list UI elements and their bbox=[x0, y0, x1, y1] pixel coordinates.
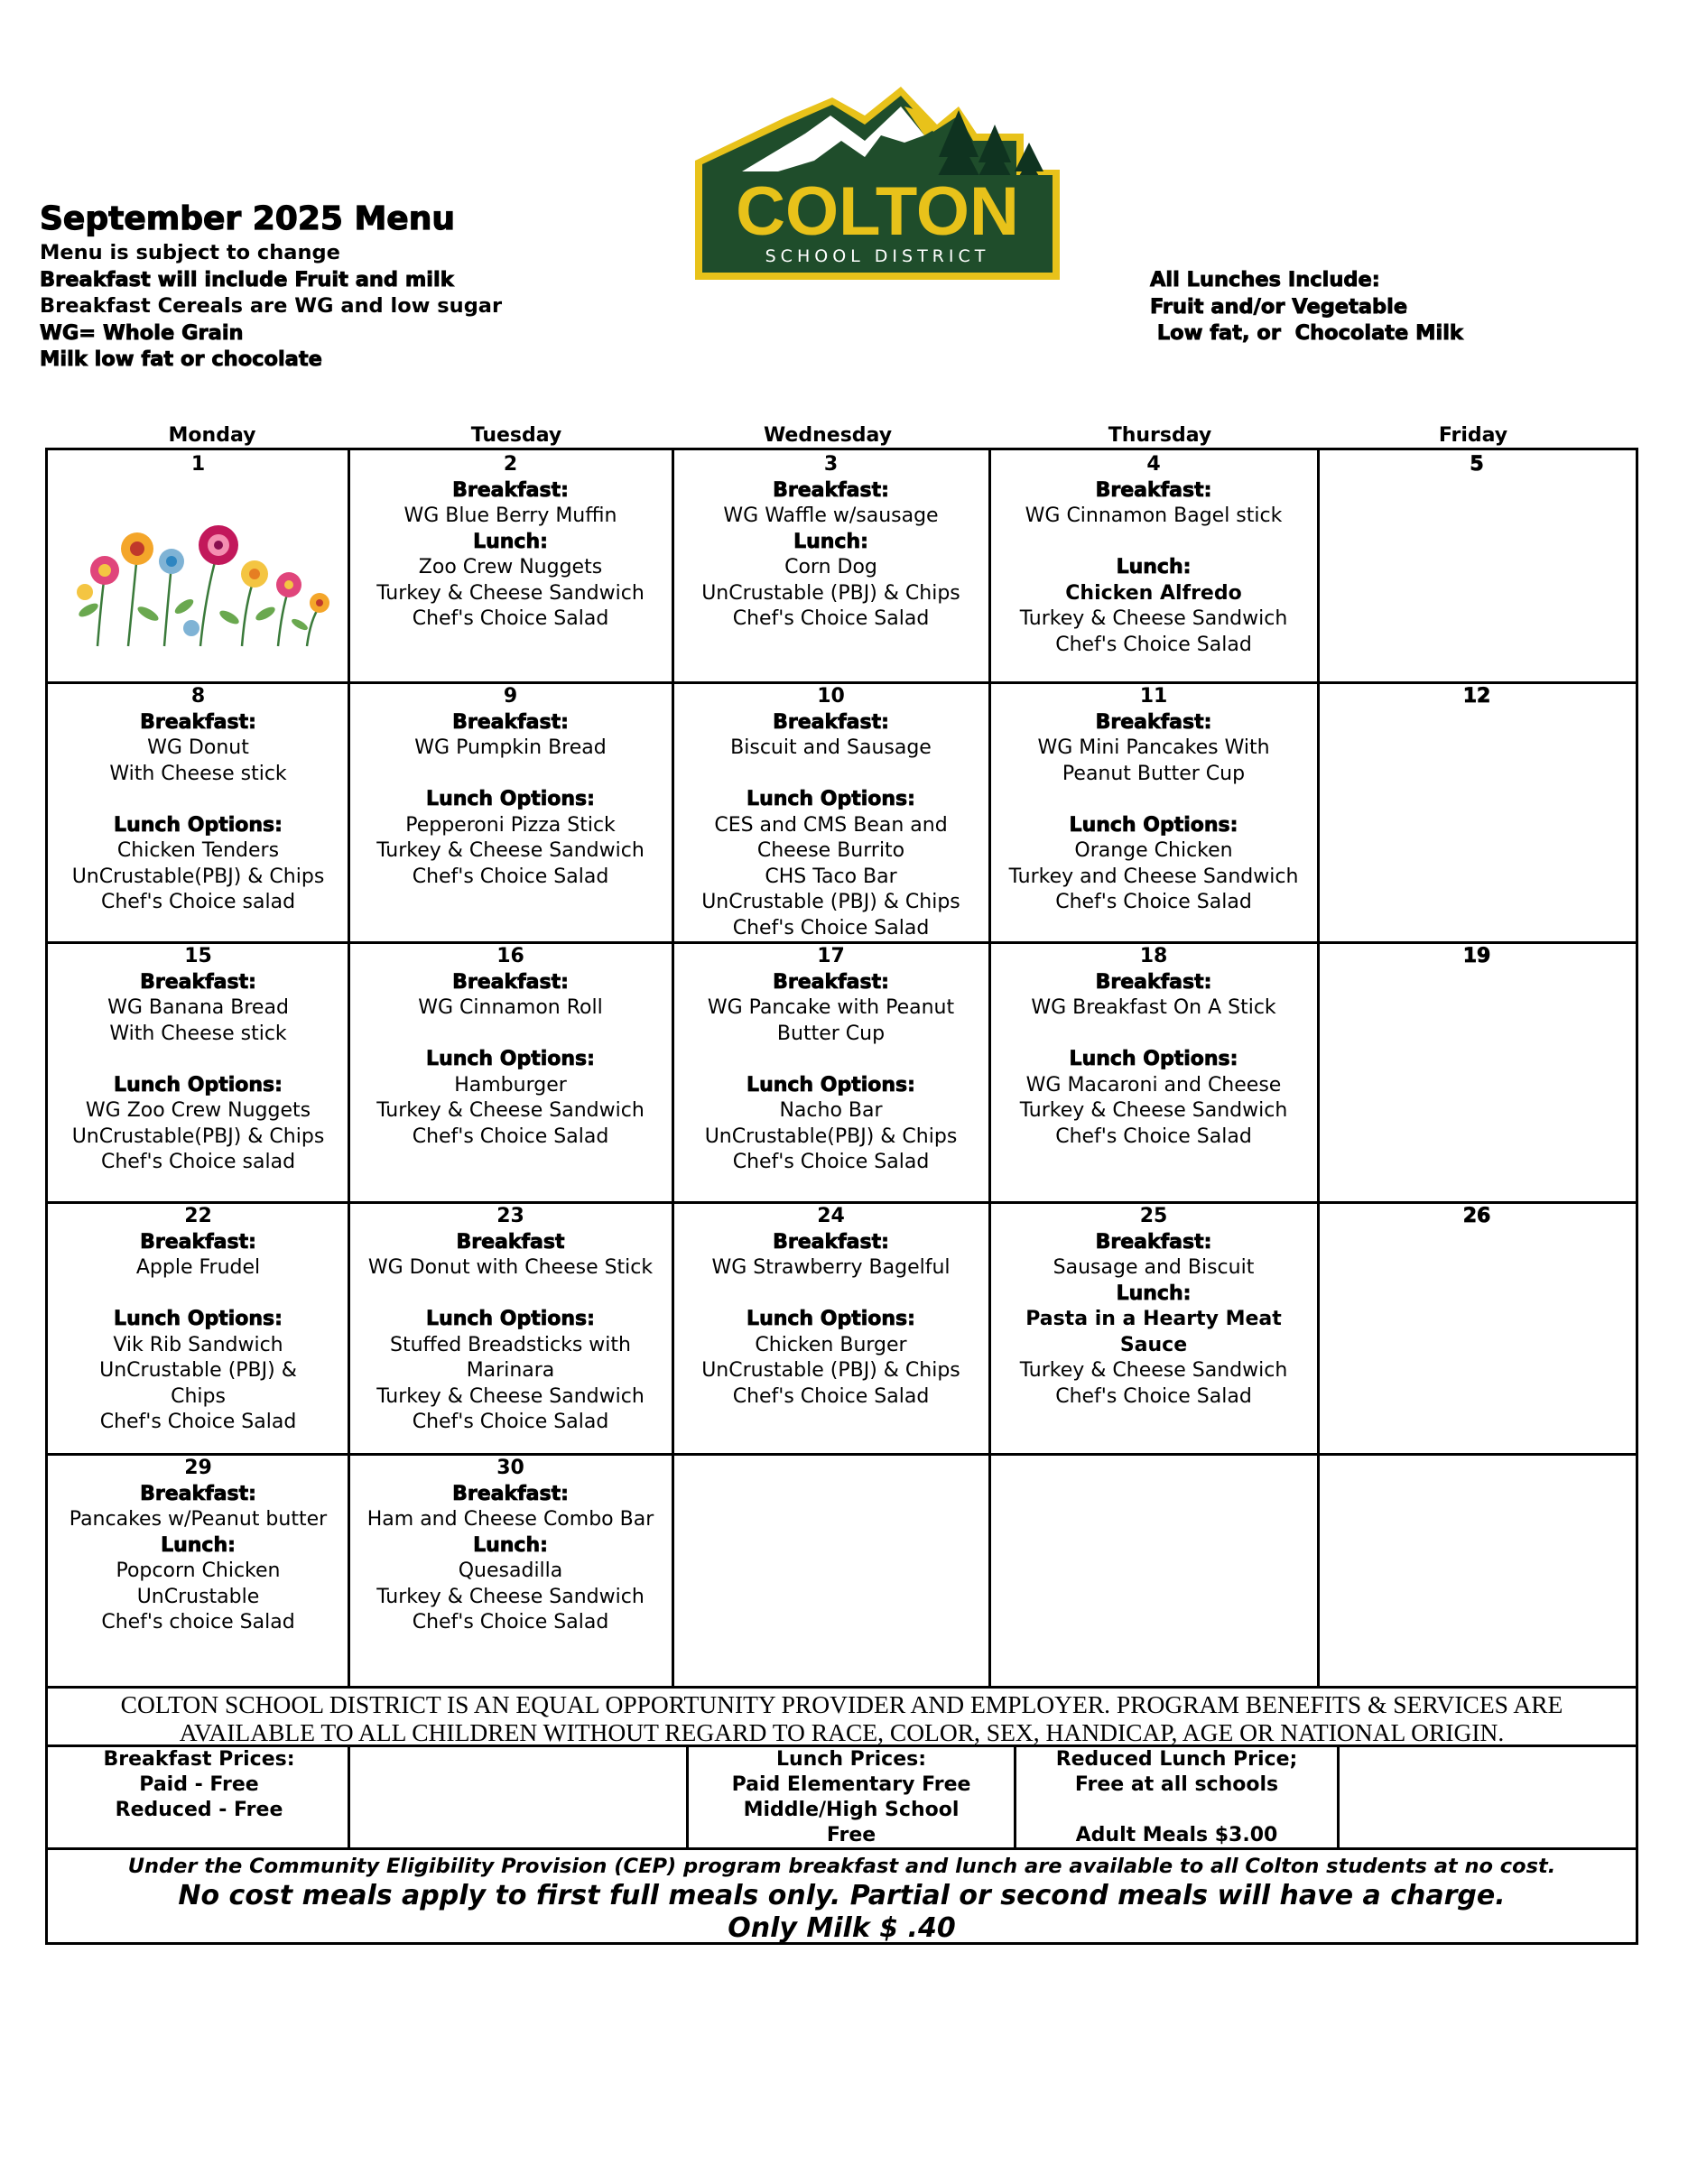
day-cell bbox=[674, 452, 988, 633]
day-number: 26 bbox=[1462, 1205, 1491, 1227]
equal-opportunity-statement bbox=[48, 1689, 1636, 1747]
menu-item: Chef's Choice Salad bbox=[412, 1411, 609, 1433]
eq-line: COLTON SCHOOL DISTRICT IS AN EQUAL OPPORTUNITY PROVIDER AND EMPLOYER. PROGRAM BENEFITS & SERVICES ARE bbox=[120, 1690, 1563, 1718]
menu-item: UnCrustable (PBJ) & bbox=[99, 1359, 297, 1382]
meal-label: Lunch Options: bbox=[1069, 813, 1238, 837]
menu-item: Chef's Choice Salad bbox=[412, 607, 609, 630]
menu-item: UnCrustable(PBJ) & Chips bbox=[71, 865, 325, 888]
price-line: Reduced Lunch Price; bbox=[1055, 1748, 1298, 1771]
menu-item: Pancakes w/Peanut butter bbox=[69, 1508, 328, 1531]
menu-item: Turkey & Cheese Sandwich bbox=[376, 581, 645, 605]
menu-item: Quesadilla bbox=[458, 1559, 563, 1582]
eq-line: AVAILABLE TO ALL CHILDREN WITHOUT REGARD TO RACE, COLOR, SEX, HANDICAP, AGE OR NATIONAL ORIGIN. bbox=[179, 1718, 1505, 1746]
menu-item: Chef's choice Salad bbox=[101, 1611, 295, 1633]
divider bbox=[348, 1747, 350, 1847]
day-header-tuesday: Tuesday bbox=[470, 424, 562, 447]
meal-label: Lunch: bbox=[473, 530, 548, 553]
day-cell bbox=[50, 452, 347, 478]
meal-label: Breakfast: bbox=[452, 710, 569, 734]
menu-item: Peanut Butter Cup bbox=[1062, 762, 1246, 785]
note-line: Fruit and/or Vegetable bbox=[1150, 294, 1408, 319]
day-cell bbox=[1320, 1204, 1634, 1230]
meal-label: Breakfast: bbox=[773, 710, 889, 734]
menu-item: Chef's Choice Salad bbox=[99, 1411, 297, 1433]
meal-label: Breakfast: bbox=[1095, 1230, 1212, 1254]
menu-item: Cheese Burrito bbox=[756, 839, 905, 862]
day-number: 10 bbox=[817, 685, 845, 708]
menu-item: Turkey & Cheese Sandwich bbox=[376, 839, 645, 862]
meal-label: Breakfast: bbox=[773, 970, 889, 994]
day-number: 8 bbox=[190, 685, 206, 708]
menu-item: WG Pancake with Peanut bbox=[707, 996, 955, 1019]
day-number: 11 bbox=[1139, 685, 1168, 708]
menu-item: CES and CMS Bean and bbox=[714, 813, 948, 837]
menu-item: CHS Taco Bar bbox=[765, 865, 897, 888]
meal-label: Lunch Options: bbox=[114, 1308, 283, 1330]
day-cell bbox=[991, 944, 1316, 1150]
meal-label: Breakfast bbox=[456, 1230, 565, 1254]
prices-row bbox=[48, 1747, 1636, 1850]
meal-label: Breakfast: bbox=[140, 710, 256, 734]
menu-item: Zoo Crew Nuggets bbox=[418, 556, 603, 578]
day-cell bbox=[350, 1204, 671, 1436]
menu-item: WG Breakfast On A Stick bbox=[1031, 996, 1276, 1019]
breakfast-prices bbox=[48, 1747, 350, 1847]
day-cell bbox=[350, 1456, 671, 1636]
meal-label: Breakfast: bbox=[452, 478, 569, 502]
note-line: Breakfast will include Fruit and milk bbox=[40, 267, 454, 292]
line-spacer bbox=[50, 787, 347, 813]
menu-item: Vik Rib Sandwich bbox=[113, 1333, 283, 1356]
price-line: Paid Elementary Free bbox=[731, 1773, 971, 1796]
day-cell bbox=[1320, 684, 1634, 710]
menu-item: Chef's Choice Salad bbox=[732, 607, 930, 630]
menu-item: Apple Frudel bbox=[135, 1256, 261, 1279]
logo-wordmark: COLTON bbox=[736, 173, 1019, 250]
menu-item: Corn Dog bbox=[784, 556, 877, 578]
cep-line-1: Under the Community Eligibility Provision (CEP) program breakfast and lunch are available to all Colton students at no cost. bbox=[127, 1855, 1556, 1878]
lunch-prices bbox=[689, 1747, 1014, 1847]
meal-label: Lunch: bbox=[1116, 556, 1192, 578]
menu-item: Butter Cup bbox=[776, 1022, 886, 1045]
menu-item: Chicken Alfredo bbox=[1065, 581, 1242, 605]
menu-item: WG Pumpkin Bread bbox=[414, 736, 607, 759]
meal-label: Lunch Options: bbox=[1069, 1048, 1238, 1070]
menu-item: Chef's Choice Salad bbox=[1055, 1384, 1252, 1408]
menu-item: Chef's Choice Salad bbox=[732, 916, 930, 939]
day-cell bbox=[991, 452, 1316, 658]
notes-left bbox=[40, 240, 502, 374]
line-spacer bbox=[674, 762, 988, 788]
meal-label: Lunch: bbox=[473, 1533, 548, 1557]
menu-item: Turkey & Cheese Sandwich bbox=[1019, 1359, 1288, 1382]
menu-item: Biscuit and Sausage bbox=[730, 736, 932, 759]
menu-item: Chicken Tenders bbox=[116, 839, 280, 862]
day-cell bbox=[50, 1204, 347, 1436]
colton-school-district-logo bbox=[688, 70, 1067, 283]
meal-label: Breakfast: bbox=[1095, 710, 1212, 734]
cep-line-3: Only Milk $ .40 bbox=[728, 1912, 956, 1944]
meal-label: Breakfast: bbox=[1095, 970, 1212, 994]
meal-label: Lunch Options: bbox=[114, 1073, 283, 1097]
meal-label: Lunch Options: bbox=[747, 1308, 915, 1330]
menu-item: Chef's Choice Salad bbox=[1055, 1124, 1252, 1148]
flowers-illustration bbox=[65, 502, 336, 655]
price-line: Middle/High School bbox=[743, 1799, 960, 1821]
menu-item: WG Strawberry Bagelful bbox=[711, 1256, 951, 1279]
menu-item: Orange Chicken bbox=[1074, 839, 1233, 862]
day-number: 16 bbox=[496, 945, 524, 967]
menu-item: With Cheese stick bbox=[109, 762, 287, 785]
day-cell bbox=[991, 684, 1316, 916]
meal-label: Lunch Options: bbox=[747, 788, 915, 810]
notes-right bbox=[1150, 267, 1463, 347]
menu-item: Chef's Choice Salad bbox=[412, 1124, 609, 1148]
menu-item: Chef's Choice Salad bbox=[412, 865, 609, 888]
menu-item: Chef's Choice Salad bbox=[1055, 891, 1252, 913]
menu-item: Pasta in a Hearty Meat bbox=[1025, 1308, 1282, 1330]
day-number: 17 bbox=[817, 945, 845, 967]
menu-item: Chef's Choice Salad bbox=[732, 1384, 930, 1408]
menu-item: Turkey & Cheese Sandwich bbox=[376, 1384, 645, 1408]
day-number: 23 bbox=[496, 1205, 524, 1227]
meal-label: Lunch Options: bbox=[747, 1073, 915, 1097]
day-cell bbox=[674, 684, 988, 941]
meal-label: Lunch Options: bbox=[426, 1308, 595, 1330]
menu-item: Hamburger bbox=[454, 1073, 567, 1097]
day-header-thursday: Thursday bbox=[1108, 424, 1212, 447]
meal-label: Breakfast: bbox=[773, 478, 889, 502]
day-cell bbox=[350, 452, 671, 633]
day-number: 3 bbox=[823, 453, 839, 476]
menu-item: Chicken Burger bbox=[755, 1333, 907, 1356]
menu-item: UnCrustable(PBJ) & Chips bbox=[704, 1124, 958, 1148]
menu-item: With Cheese stick bbox=[109, 1022, 287, 1045]
cep-notice bbox=[48, 1853, 1636, 1945]
meal-label: Breakfast: bbox=[140, 1230, 256, 1254]
price-line: Breakfast Prices: bbox=[103, 1748, 295, 1771]
menu-item: Sauce bbox=[1119, 1333, 1188, 1356]
note-line: All Lunches Include: bbox=[1150, 268, 1380, 292]
day-number: 25 bbox=[1139, 1205, 1168, 1227]
menu-item: WG Zoo Crew Nuggets bbox=[85, 1099, 311, 1122]
meal-label: Breakfast: bbox=[452, 1482, 569, 1505]
day-number: 15 bbox=[184, 945, 212, 967]
day-number: 24 bbox=[817, 1205, 845, 1227]
meal-label: Lunch: bbox=[1116, 1282, 1192, 1305]
price-line: Free bbox=[826, 1824, 876, 1846]
day-number: 1 bbox=[190, 453, 206, 476]
day-number: 30 bbox=[496, 1457, 524, 1479]
menu-item: Pepperoni Pizza Stick bbox=[405, 813, 616, 837]
menu-item: Ham and Cheese Combo Bar bbox=[366, 1508, 654, 1531]
menu-item: WG Cinnamon Bagel stick bbox=[1025, 504, 1283, 527]
day-number: 9 bbox=[503, 685, 518, 708]
note-line: Milk low fat or chocolate bbox=[40, 347, 322, 371]
menu-item: WG Cinnamon Roll bbox=[418, 996, 603, 1019]
line-spacer bbox=[991, 787, 1316, 813]
menu-item: Chef's Choice Salad bbox=[732, 1151, 930, 1173]
day-number: 29 bbox=[184, 1457, 212, 1479]
line-spacer bbox=[350, 762, 671, 788]
menu-item: WG Waffle w/sausage bbox=[723, 504, 939, 527]
price-line: Lunch Prices: bbox=[775, 1748, 927, 1771]
menu-item: Marinara bbox=[466, 1359, 555, 1382]
day-header-monday: Monday bbox=[168, 424, 256, 447]
price-line: Adult Meals $3.00 bbox=[1075, 1824, 1278, 1846]
meal-label: Lunch Options: bbox=[426, 788, 595, 810]
menu-item: WG Mini Pancakes With bbox=[1037, 736, 1270, 759]
day-number: 4 bbox=[1146, 453, 1161, 476]
meal-label: Breakfast: bbox=[140, 1482, 256, 1505]
meal-label: Lunch: bbox=[793, 530, 868, 553]
meal-label: Lunch: bbox=[161, 1533, 236, 1557]
line-spacer bbox=[50, 1047, 347, 1073]
meal-label: Breakfast: bbox=[140, 970, 256, 994]
meal-label: Breakfast: bbox=[773, 1230, 889, 1254]
day-cell bbox=[1320, 452, 1634, 478]
day-headers bbox=[45, 424, 1638, 449]
menu-item: Stuffed Breadsticks with bbox=[390, 1333, 631, 1356]
meal-label: Breakfast: bbox=[452, 970, 569, 994]
menu-item: Sausage and Biscuit bbox=[1053, 1256, 1255, 1279]
menu-item: Turkey and Cheese Sandwich bbox=[1008, 865, 1299, 888]
day-cell bbox=[991, 1204, 1316, 1410]
day-number: 22 bbox=[184, 1205, 212, 1227]
reduced-lunch-price bbox=[1016, 1747, 1337, 1847]
day-cell bbox=[50, 1456, 347, 1636]
menu-item: WG Macaroni and Cheese bbox=[1025, 1073, 1282, 1097]
line-spacer bbox=[50, 1282, 347, 1308]
menu-item: WG Donut bbox=[147, 736, 249, 759]
price-spacer bbox=[1016, 1798, 1337, 1823]
grid-column-divider bbox=[1317, 450, 1320, 1686]
day-cell bbox=[674, 944, 988, 1176]
day-cell bbox=[50, 944, 347, 1176]
day-cell bbox=[350, 684, 671, 890]
meal-label: Breakfast: bbox=[1095, 478, 1212, 502]
line-spacer bbox=[350, 1022, 671, 1048]
logo-subtitle: SCHOOL DISTRICT bbox=[765, 246, 990, 266]
menu-item: UnCrustable (PBJ) & Chips bbox=[701, 581, 960, 605]
line-spacer bbox=[674, 1282, 988, 1308]
day-header-friday: Friday bbox=[1438, 424, 1508, 447]
line-spacer bbox=[674, 1047, 988, 1073]
note-line: Breakfast Cereals are WG and low sugar bbox=[40, 294, 503, 318]
menu-item: Turkey & Cheese Sandwich bbox=[376, 1585, 645, 1608]
meal-label: Lunch Options: bbox=[426, 1048, 595, 1070]
menu-item: WG Blue Berry Muffin bbox=[403, 504, 617, 527]
menu-item: WG Banana Bread bbox=[107, 996, 289, 1019]
menu-item: Chef's Choice salad bbox=[100, 891, 296, 913]
footer bbox=[45, 1689, 1638, 1945]
menu-item: Nacho Bar bbox=[779, 1099, 883, 1122]
note-line: Menu is subject to change bbox=[40, 241, 340, 264]
menu-item: Chef's Choice Salad bbox=[412, 1611, 609, 1633]
day-number: 18 bbox=[1139, 945, 1168, 967]
day-number: 2 bbox=[503, 453, 518, 476]
price-line: Free at all schools bbox=[1074, 1773, 1279, 1796]
menu-item: Popcorn Chicken bbox=[116, 1559, 281, 1582]
menu-item: Turkey & Cheese Sandwich bbox=[376, 1099, 645, 1122]
menu-item: Chef's Choice salad bbox=[100, 1151, 296, 1173]
note-line: WG= Whole Grain bbox=[40, 320, 244, 345]
cep-line-2: No cost meals apply to first full meals only. Partial or second meals will have a charge. bbox=[178, 1880, 1506, 1911]
line-spacer bbox=[991, 530, 1316, 556]
note-line: Low fat, or Chocolate Milk bbox=[1150, 321, 1463, 345]
day-header-wednesday: Wednesday bbox=[763, 424, 893, 447]
day-cell bbox=[350, 944, 671, 1150]
menu-item: UnCrustable (PBJ) & Chips bbox=[701, 1359, 960, 1382]
day-cell bbox=[50, 684, 347, 916]
menu-item: UnCrustable bbox=[136, 1585, 260, 1608]
price-line: Paid - Free bbox=[139, 1773, 259, 1796]
price-line: Reduced - Free bbox=[115, 1799, 283, 1821]
day-cell bbox=[1320, 944, 1634, 970]
menu-item: Turkey & Cheese Sandwich bbox=[1019, 607, 1288, 630]
menu-item: UnCrustable(PBJ) & Chips bbox=[71, 1124, 325, 1148]
line-spacer bbox=[350, 1282, 671, 1308]
day-number: 12 bbox=[1462, 685, 1491, 708]
line-spacer bbox=[991, 1022, 1316, 1048]
menu-item: Turkey & Cheese Sandwich bbox=[1019, 1099, 1288, 1122]
menu-item: WG Donut with Cheese Stick bbox=[367, 1256, 654, 1279]
day-cell bbox=[674, 1204, 988, 1410]
day-number: 19 bbox=[1462, 945, 1491, 967]
meal-label: Lunch Options: bbox=[114, 813, 283, 837]
page-title: September 2025 Menu bbox=[40, 200, 455, 237]
divider bbox=[1337, 1747, 1340, 1847]
menu-item: Chef's Choice Salad bbox=[1055, 633, 1252, 656]
menu-item: UnCrustable (PBJ) & Chips bbox=[701, 891, 960, 913]
menu-item: Chips bbox=[171, 1384, 226, 1408]
day-number: 5 bbox=[1470, 453, 1484, 476]
